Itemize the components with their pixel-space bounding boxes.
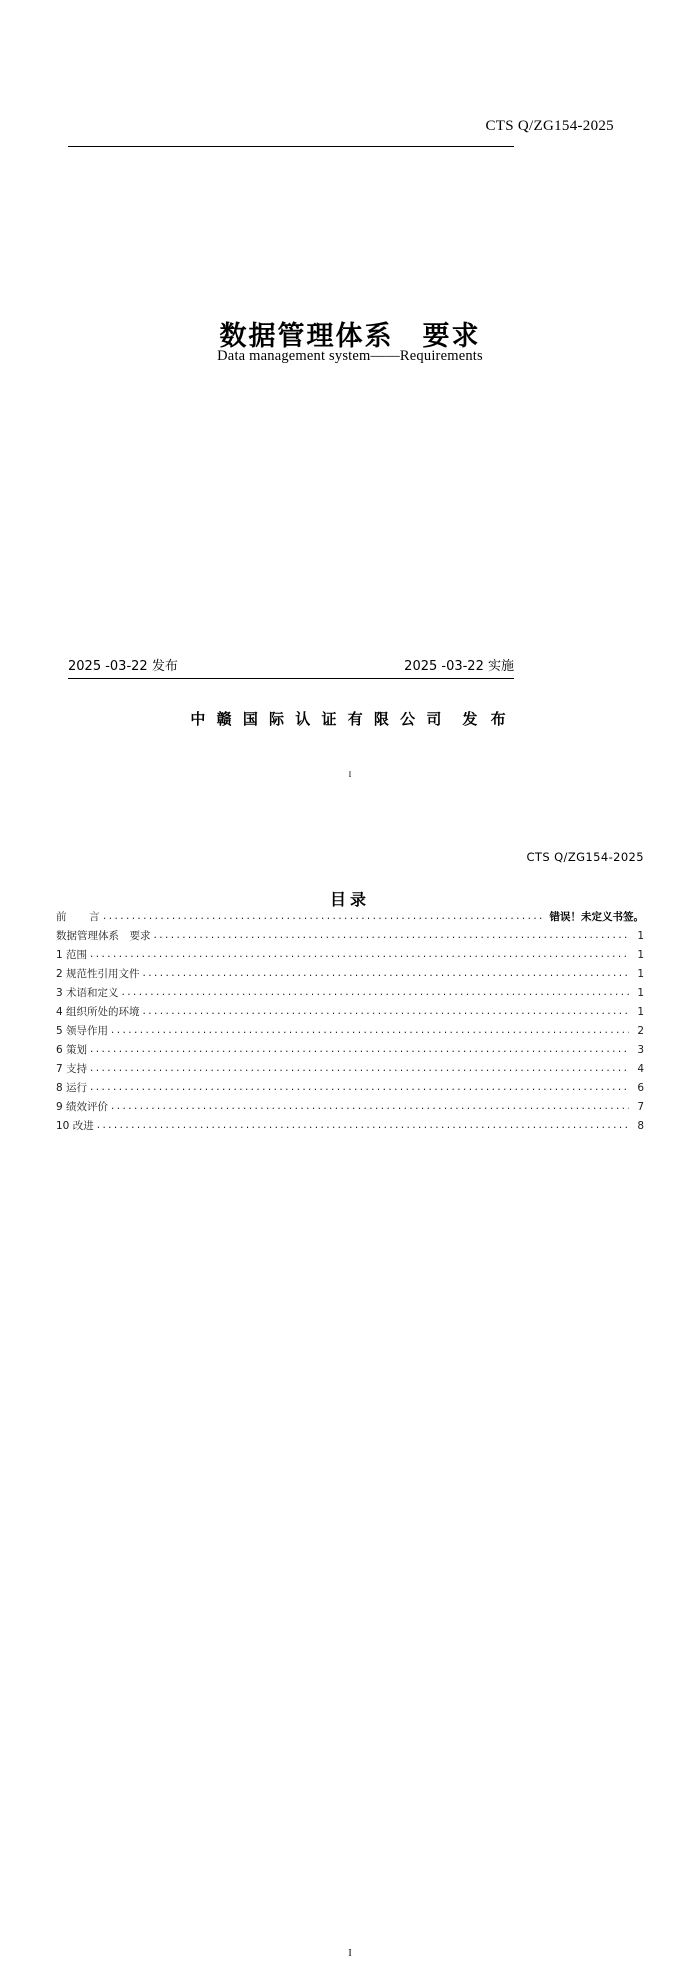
- toc-entry-label: 8 运行: [56, 1082, 88, 1094]
- toc-leader-dots: [111, 1103, 629, 1117]
- toc-leader-dots: [103, 913, 545, 927]
- toc-entry-label: 9 绩效评价: [56, 1101, 109, 1113]
- toc-leader-dots: [90, 951, 629, 965]
- toc-entry[interactable]: [56, 927, 644, 946]
- toc-entry-page: 1: [637, 930, 644, 942]
- toc-entry-label: 6 策划: [56, 1044, 88, 1056]
- toc-entry-page: 6: [637, 1082, 644, 1094]
- toc-leader-dots: [97, 1122, 629, 1136]
- toc-title: 目录: [329, 890, 370, 910]
- toc-leader-dots: [90, 1046, 629, 1060]
- toc-entry[interactable]: [56, 1117, 644, 1136]
- toc-entry-label: 7 支持: [56, 1063, 88, 1075]
- toc-entry-label: 数据管理体系 要求: [56, 930, 151, 942]
- toc-entry[interactable]: [56, 1098, 644, 1117]
- cover-title-english: Data management system——Requirements: [217, 348, 483, 364]
- toc-entry[interactable]: [56, 1003, 644, 1022]
- toc-entry[interactable]: [56, 908, 644, 927]
- toc-page-number: I: [348, 1948, 352, 1959]
- toc-entry-page: 1: [637, 949, 644, 961]
- toc-entry-label: 2 规范性引用文件: [56, 968, 140, 980]
- toc-entry[interactable]: [56, 984, 644, 1003]
- toc-entry[interactable]: [56, 946, 644, 965]
- publisher-line: [0, 708, 700, 729]
- cover-footer-rule: [68, 678, 514, 679]
- toc-leader-dots: [90, 1065, 629, 1079]
- toc-leader-dots: [143, 1008, 629, 1022]
- cover-date-row: [68, 655, 514, 677]
- toc-entry[interactable]: [56, 1079, 644, 1098]
- toc-entry[interactable]: [56, 1022, 644, 1041]
- issue-date: 2025 -03-22 发布: [68, 659, 178, 674]
- toc-section: [0, 830, 700, 1978]
- toc-entry-label: 1 范围: [56, 949, 88, 961]
- toc-entry-page: 8: [637, 1120, 644, 1132]
- toc-entry-label: 5 领导作用: [56, 1025, 109, 1037]
- toc-entry-label: 10 改进: [56, 1120, 94, 1132]
- cover-title-chinese: 数据管理体系 要求: [219, 321, 481, 353]
- toc-entry-page: 7: [637, 1101, 644, 1113]
- toc-entry-label: 4 组织所处的环境: [56, 1006, 140, 1018]
- toc-list: [56, 908, 644, 1136]
- toc-entry-page: 3: [637, 1044, 644, 1056]
- toc-leader-dots: [143, 970, 629, 984]
- effective-date: 2025 -03-22 实施: [404, 659, 514, 674]
- toc-entry[interactable]: [56, 965, 644, 984]
- toc-entry-page: 1: [637, 1006, 644, 1018]
- publisher-name: 中 赣 国 际 认 证 有 限 公 司: [190, 710, 445, 728]
- toc-leader-dots: [111, 1027, 629, 1041]
- toc-leader-dots: [122, 989, 629, 1003]
- toc-entry-page: 4: [637, 1063, 644, 1075]
- publisher-suffix: 发 布: [462, 710, 510, 728]
- toc-leader-dots: [90, 1084, 629, 1098]
- cover-page-number: I: [348, 770, 352, 779]
- toc-entry-label: 前 言: [56, 911, 100, 923]
- cover-header-rule: [68, 146, 514, 147]
- toc-entry-label: 3 术语和定义: [56, 987, 119, 999]
- toc-header-standard-number: CTS Q/ZG154-2025: [526, 850, 644, 864]
- toc-entry-page: 2: [637, 1025, 644, 1037]
- toc-entry-page: 1: [637, 968, 644, 980]
- toc-entry[interactable]: [56, 1060, 644, 1079]
- toc-entry-page: 1: [637, 987, 644, 999]
- cover-standard-number: CTS Q/ZG154-2025: [485, 118, 614, 134]
- toc-entry[interactable]: [56, 1041, 644, 1060]
- toc-entry-page: 错误！未定义书签。: [549, 911, 644, 923]
- toc-leader-dots: [154, 932, 630, 946]
